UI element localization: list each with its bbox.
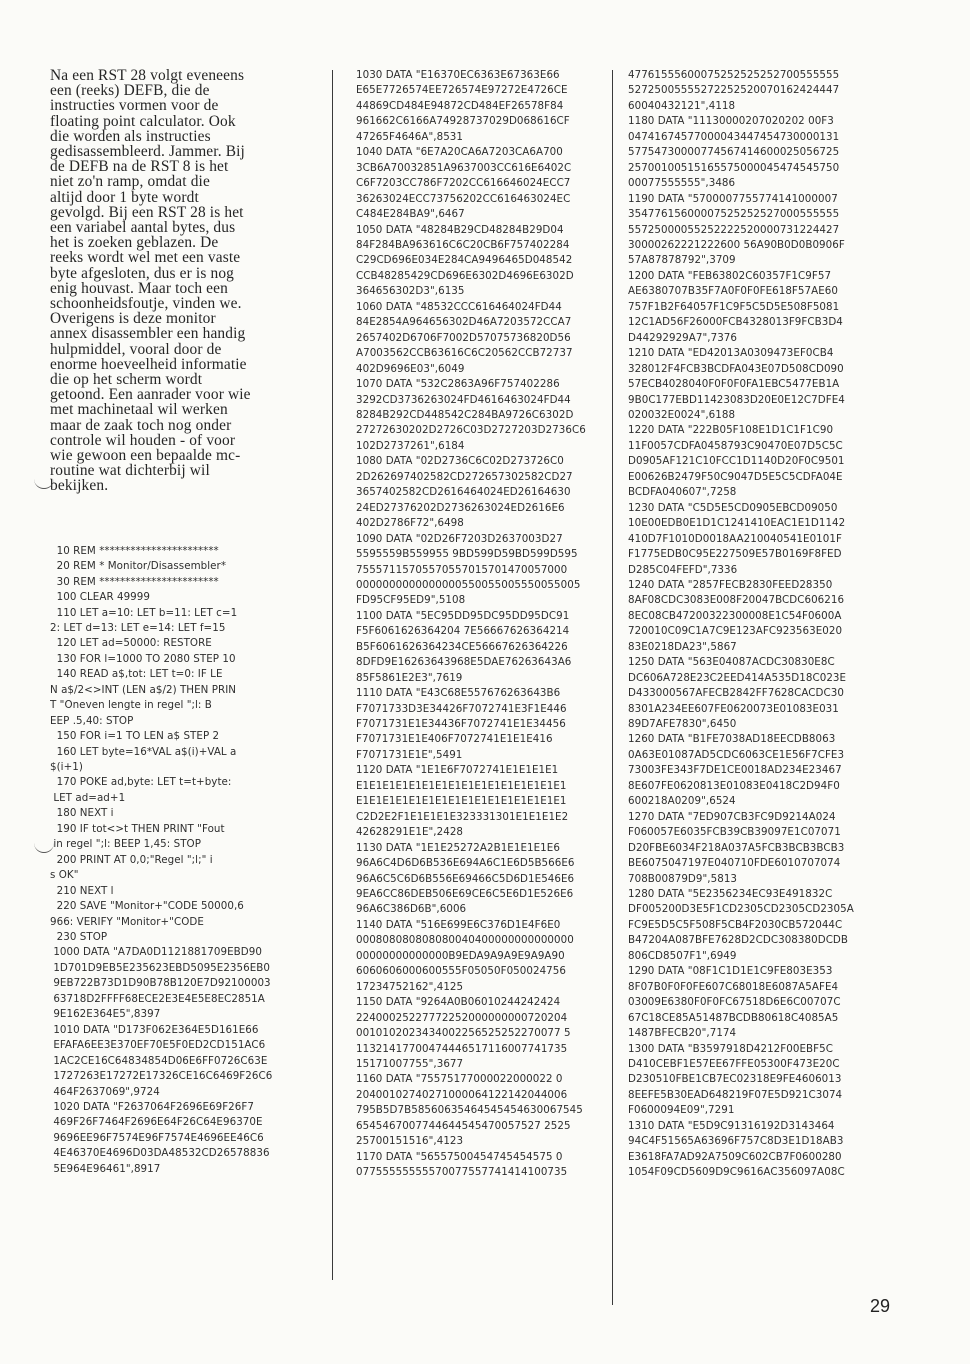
- listing-line: 20400102740271000064122142044006: [356, 1088, 568, 1101]
- listing-line: 170 POKE ad,byte: LET t=t+byte:: [50, 776, 232, 789]
- listing-line: 0000000000000000550055005550055005: [356, 578, 581, 591]
- listing-line: 1300 DATA "B3597918D4212F00EBF5C: [628, 1042, 833, 1055]
- article-line: die op het scherm wordt: [50, 371, 203, 389]
- column-divider: [332, 70, 333, 1280]
- listing-line: 9EB722B73D1D90B78B120E7D92100003: [50, 977, 271, 990]
- listing-line: 410D7F1010D0018AA210040541E0101F: [628, 532, 842, 545]
- listing-line: 12C1AD56F26000FCB4328013F9FCB3D4: [628, 316, 843, 329]
- article-line: routine wat dichterbij wil: [50, 462, 210, 480]
- listing-line: 84E2854A964656302D46A7203572CCA7: [356, 316, 572, 329]
- listing-line: F0600094E09",7291: [628, 1104, 735, 1117]
- listing-line: 364656302D3",6135: [356, 285, 465, 298]
- listing-line: 96A6C5C6D6B556E69466C5D6D1E546E6: [356, 872, 575, 885]
- listing-line: in regel ";l: BEEP 1,45: STOP: [50, 838, 201, 851]
- listing-line: 8EC08CB47200322300008E1C54F0600A: [628, 609, 842, 622]
- listing-line: E1E1E1E1E1E1E1E1E1E1E1E1E1E1E1E1: [356, 779, 567, 792]
- article-line: floating point calculator. Ook: [50, 112, 236, 130]
- listing-line: $(i+1): [50, 761, 83, 774]
- listing-line: 35477615600007525252527000555555: [628, 208, 840, 221]
- listing-line: 55725000055252222520000731224427: [628, 223, 840, 236]
- listing-line: F7071731E1E",5491: [356, 748, 463, 761]
- listing-line: 1070 DATA "532C2863A96F757402286: [356, 378, 560, 391]
- listing-line: 140 READ a$,tot: LET t=0: IF LE: [50, 668, 223, 681]
- listing-line: BCDFA040607",7258: [628, 486, 737, 499]
- article-line: de DEFB na de RST 8 is het: [50, 158, 229, 176]
- listing-line: 3292CD3736263024FD4616463024FD44: [356, 393, 571, 406]
- listing-line: 24ED27376202D2736263024ED2616E6: [356, 501, 565, 514]
- page-number: 29: [870, 1296, 891, 1316]
- listing-line: 1120 DATA "1E1E6F7072741E1E1E1E1: [356, 764, 559, 777]
- listing-line: 1000 DATA "A7DA0D1121881709EBD90: [50, 946, 262, 959]
- article-line: niet zo'n ramp, omdat die: [50, 173, 210, 191]
- listing-line: F060057E6035FCB39CB39097E1C07071: [628, 826, 841, 839]
- listing-line: 2657402D6706F7002D57075736820D56: [356, 331, 571, 344]
- listing-line: 1270 DATA "7ED907CB3FC9D9214A024: [628, 810, 836, 823]
- listing-line: D230510FBE1CB7EC02318E9FE4606013: [628, 1073, 842, 1086]
- listing-line: 1010 DATA "D173F062E364E5D161E66: [50, 1023, 259, 1036]
- listing-line: 720010C09C1A7C9E123AFC923563E020: [628, 625, 843, 638]
- listing-line: 47761555600075252525252700555555: [628, 69, 840, 81]
- listing-line: 07755555555570077557741414100735: [356, 1166, 568, 1179]
- listing-line: EEP .5,40: STOP: [50, 714, 134, 727]
- listing-line: 190 IF tot<>t THEN PRINT "Fout: [50, 822, 225, 835]
- article-line: het is zoeken geblazen. De: [50, 234, 219, 252]
- listing-line: 8E607FE0620813E01083E0418C2D94F0: [628, 779, 840, 792]
- listing-line: BE6075047197E040710FDE6010707074: [628, 857, 841, 870]
- listing-line: 22400025227772252000000000720204: [356, 1011, 568, 1024]
- listing-line: 1200 DATA "FEB63802C60357F1C9F57: [628, 269, 832, 282]
- listing-line: 1020 DATA "F2637064F2696E69F26F7: [50, 1101, 254, 1113]
- listing-line: 2: LET d=13: LET e=14: LET f=15: [50, 621, 226, 634]
- listing-line: 15171007755",3677: [356, 1058, 464, 1070]
- listing-line: 9E162E364E5",8397: [50, 1008, 161, 1021]
- listing-line: 03009E6380F0F0FC67518D6E6C00707C: [628, 996, 841, 1009]
- listing-line: 5595559B559955 9BD599D59BD599D595: [356, 548, 578, 561]
- listing-line: 220 SAVE "Monitor+"CODE 50000,6: [50, 900, 244, 913]
- listing-line: 1110 DATA "E43C68E557676263643B6: [356, 687, 561, 700]
- listing-line: C6F7203CC786F7202CC616646024ECC7: [356, 177, 571, 190]
- listing-line: E1E1E1E1E1E1E1E1E1E1E1E1E1E1E1E1: [356, 795, 567, 808]
- listing-line: 200 PRINT AT 0,0;"Regel ";l;" i: [50, 853, 213, 866]
- listing-line: B47204A087BFE7628D2CDC308380DCDB: [628, 934, 849, 947]
- listing-line: D20FBE6034F218A037A5FCB3BCB3BCB3: [628, 841, 845, 854]
- listing-line: 36263024ECC73756202CC616463024EC: [356, 192, 571, 205]
- listing-line: 708B00879D9",5813: [628, 872, 738, 885]
- listing-line: 600218A0209",6524: [628, 795, 736, 808]
- listing-line: N a$/2<>INT (LEN a$/2) THEN PRIN: [50, 683, 237, 696]
- basic-listing-part-2: [356, 68, 598, 1181]
- listing-line: 11321417700474446517116007741735: [356, 1042, 568, 1055]
- listing-line: 52725005555272252520070162424447: [628, 84, 840, 97]
- listing-line: 25700151516",4123: [356, 1135, 464, 1148]
- listing-line: 9EA6CC86DEB506E69CE6C5E6D1E526E6: [356, 888, 574, 901]
- listing-line: 1D701D9EB5E235623EBD5095E2356EB0: [50, 961, 271, 974]
- article-line: instructies vormen voor de: [50, 97, 219, 115]
- listing-line: 9696EE96F7574E96F7574E4696EE46C6: [50, 1131, 264, 1144]
- listing-line: 1487BFECB20",7174: [628, 1027, 737, 1040]
- listing-line: AE6380707B35F7A0F0F0FE618F57AE60: [628, 285, 838, 298]
- listing-line: 57A87878792",3709: [628, 254, 736, 267]
- listing-line: 1260 DATA "B1FE7038AD18EECDB8063: [628, 733, 836, 746]
- listing-line: 10 REM ***********************: [50, 544, 219, 557]
- listing-line: C29CD696E034E284CA9496465D048542: [356, 254, 573, 267]
- listing-line: 30 REM ***********************: [50, 575, 219, 588]
- listing-line: 120 LET ad=50000: RESTORE: [50, 637, 212, 650]
- article-line: Overigens is deze monitor: [50, 310, 216, 328]
- listing-line: DC606A728E23C2EED414A535D18C023E: [628, 671, 847, 684]
- listing-line: 1310 DATA "E5D9C91316192D3143464: [628, 1119, 835, 1132]
- listing-line: 464F2637069",9724: [50, 1085, 160, 1098]
- article-line: byte afgesloten, dus er is nog: [50, 264, 235, 282]
- listing-line: s OK": [50, 869, 79, 882]
- listing-line: 00077555555",3486: [628, 177, 736, 190]
- listing-line: 89D7AFE7830",6450: [628, 718, 737, 731]
- article-line: bekijken.: [50, 477, 109, 495]
- listing-line: 8301A234EE607FE0620073E01083E031: [628, 702, 839, 715]
- listing-line: 9B0C177EBD11423083D20E0E12C7DFE4: [628, 393, 845, 406]
- listing-line: 1080 DATA "02D2736C6C02D273726C0: [356, 455, 564, 468]
- listing-line: 795B5D7B58560635464545454630067545: [356, 1104, 583, 1117]
- listing-line: 4E46370E4696D03DA48532CD26578836: [50, 1147, 270, 1160]
- listing-line: A7003562CCB63616C6C20562CCB72737: [356, 347, 573, 360]
- listing-line: 180 NEXT i: [50, 807, 114, 820]
- article-text: [50, 68, 310, 494]
- listing-line: 57754730000774567414600025056725: [628, 146, 840, 159]
- article-line: Na een RST 28 volgt eveneens: [50, 68, 245, 84]
- listing-line: 806CD8507F1",6949: [628, 949, 737, 962]
- listing-line: 94C4F51565A63696F757C8D3E1D18AB3: [628, 1135, 844, 1148]
- listing-line: 1230 DATA "C5D5E5CD0905EBCD09050: [628, 501, 838, 514]
- listing-line: 469F26F7464F2696E64F26C64E96370E: [50, 1116, 263, 1129]
- listing-line: 75557115705570557015701470057000: [356, 563, 568, 576]
- listing-line: DF005200D3E5F1CD2305CD2305CD2305A: [628, 903, 854, 916]
- listing-line: 73003FE343F7DE1CE0018AD234E23467: [628, 764, 842, 777]
- listing-line: 3CB6A70032851A9637003CC616E6402C: [356, 161, 572, 174]
- listing-line: 1150 DATA "9264A0B06010244242424: [356, 996, 561, 1009]
- listing-line: 130 FOR l=1000 TO 2080 STEP 10: [50, 652, 236, 665]
- listing-line: 3657402582CD2616464024ED26164630: [356, 486, 571, 499]
- listing-line: 8DFD9E16263643968E5DAE76263643A6: [356, 656, 572, 669]
- listing-line: 42628291E1E",2428: [356, 826, 464, 839]
- article-line: getoond. Een aanrader voor wie: [50, 386, 251, 404]
- listing-line: EFAFA6EE3E370EF70E5F0ED2CD151AC6: [50, 1039, 266, 1052]
- listing-line: 83E0218DA23",5867: [628, 640, 737, 653]
- listing-line: D433000567AFECB2842FF7628CACDC30: [628, 687, 844, 700]
- listing-line: D285C04FEFD",7336: [628, 563, 738, 576]
- listing-line: 230 STOP: [50, 931, 108, 944]
- listing-line: 0A63E01087AD5CDC6063CE1E56F7CFE3: [628, 748, 845, 761]
- listing-line: 00000000000000B9EDA9A9A9E9A9A90: [356, 949, 565, 962]
- listing-line: FD95CF95ED9",5108: [356, 594, 466, 607]
- article-line: reeks wordt wel met een vaste: [50, 249, 241, 267]
- listing-line: 1180 DATA "11130000207020202 00F3: [628, 115, 834, 128]
- article-line: maar de zaak toch nog onder: [50, 416, 232, 434]
- listing-line: 961662C6166A74928737029D068616CF: [356, 115, 570, 128]
- article-line: enorme hoeveelheid informatie: [50, 355, 247, 373]
- listing-line: 1130 DATA "1E1E25272A2B1E1E1E1E6: [356, 841, 560, 854]
- listing-line: 57ECB4028040F0F0F0FA1EBC5477EB1A: [628, 378, 840, 391]
- article-line: gedisassembleerd. Jammer. Bij: [50, 143, 245, 161]
- listing-line: 1AC2CE16C64834854D06E6FF0726C63E: [50, 1054, 268, 1067]
- listing-line: 17234752162",4125: [356, 980, 464, 993]
- listing-line: 8AF08CDC3083E008F20047BCDC606216: [628, 594, 845, 607]
- listing-line: 1040 DATA "6E7A20CA6A7203CA6A700: [356, 146, 563, 159]
- listing-line: 96A6C386D6B",6006: [356, 903, 467, 916]
- listing-line: F7071733D3E34426F7072741E3F1E446: [356, 702, 567, 715]
- listing-line: 160 LET byte=16*VAL a$(i)+VAL a: [50, 745, 237, 758]
- listing-line: 1030 DATA "E16370EC6363E67363E66: [356, 69, 560, 81]
- article-line: schoonheidsfoutje, vinden we.: [50, 295, 242, 313]
- basic-listing-part-1: [50, 544, 310, 1178]
- article-line: een (reeks) DEFB, die de: [50, 82, 210, 100]
- listing-line: 96A6C4D6D6B536E694A6C1E6D5B566E6: [356, 857, 575, 870]
- listing-line: 30000262221222600 56A90B0D0B0906F: [628, 238, 845, 251]
- listing-line: 1280 DATA "5E2356234EC93E491832C: [628, 888, 833, 901]
- listing-line: 210 NEXT l: [50, 884, 114, 897]
- listing-line: 63718D2FFFF68ECE2E3E4E5E8EC2851A: [50, 992, 265, 1005]
- listing-line: F1775EDB0C95E227509E57B0169F8FED: [628, 548, 842, 561]
- listing-line: 44869CD484E94872CD484EF26578F84: [356, 99, 564, 112]
- article-line: met machinetaal wil werken: [50, 401, 228, 419]
- article-column: [50, 68, 310, 1177]
- listing-line: 85F5861E2E3",7619: [356, 671, 463, 684]
- listing-line: 1290 DATA "08F1C1D1E1C9FE803E353: [628, 965, 833, 978]
- listing-line: CCB48285429CD696E6302D4696E6302D: [356, 269, 574, 282]
- article-line: annex disassembler een handig: [50, 325, 246, 343]
- listing-line: 150 FOR i=1 TO LEN a$ STEP 2: [50, 730, 220, 743]
- listing-line: 2D262697402582CD272657302582CD27: [356, 470, 573, 483]
- listing-line: 1160 DATA "75575177000022000022 0: [356, 1073, 563, 1086]
- listing-line: 60040432121",4118: [628, 99, 736, 112]
- listing-line: FC9E5D5C5F508F5CB4F2030CB572044C: [628, 918, 843, 931]
- listing-line: 27272630202D2726C03D2727203D2736C6: [356, 424, 586, 437]
- listing-line: 1060 DATA "48532CCC616464024FD44: [356, 300, 562, 313]
- listing-line: 5E964E96461",8917: [50, 1162, 161, 1175]
- basic-listing-part-3: [628, 68, 878, 1181]
- listing-line: D44292929A7",7376: [628, 331, 737, 344]
- listing-line: 1727263E17272E17326CE16C6469F26C6: [50, 1070, 273, 1083]
- listing-line: 966: VERIFY "Monitor+"CODE: [50, 915, 204, 928]
- listing-line: B5F6061626364234CE56667626364226: [356, 640, 568, 653]
- listing-line: E3618FA7AD92A7509C602CB7F0600280: [628, 1150, 842, 1163]
- article-line: die worden als instructies: [50, 127, 211, 145]
- listing-line: 8F07B0F0F0FE607C68018E6087A5AFE4: [628, 980, 839, 993]
- listing-line: 1054F09CD5609D9C9616AC356097A08C: [628, 1166, 845, 1179]
- listing-line: D410CEBF1E57EE67FFE05300F473E20C: [628, 1058, 840, 1070]
- listing-line: C2D2E2F1E1E1E1E323331301E1E1E1E2: [356, 810, 569, 823]
- listing-line: 1170 DATA "56557500454745454575 0: [356, 1150, 563, 1163]
- listing-line: LET ad=ad+1: [50, 791, 126, 804]
- article-line: hulpmiddel, vooral door de: [50, 340, 222, 358]
- listing-line: 020032E0024",6188: [628, 408, 736, 421]
- listing-line: 0010102023434002256525252270077 5: [356, 1027, 571, 1040]
- listing-line: E65E7726574EE726574E97272E4726CE: [356, 84, 568, 97]
- listing-line: F5F6061626364204 7E56667626364214: [356, 625, 570, 638]
- listing-line: 100 CLEAR 49999: [50, 591, 150, 604]
- listing-line: 1210 DATA "ED42013A0309473EF0CB4: [628, 347, 834, 360]
- listing-line: 6545467007744644545470057527 2525: [356, 1119, 571, 1132]
- column-divider: [612, 70, 613, 1305]
- listing-line: F7071731E1E34436F7072741E1E34456: [356, 718, 566, 731]
- listing-line: 47265F4646A",8531: [356, 130, 463, 143]
- article-line: een variabel aantal bytes, dus: [50, 219, 236, 237]
- listing-line: 1050 DATA "48284B29CD48284B29D04: [356, 223, 564, 236]
- listing-line: 402D9696E03",6049: [356, 362, 465, 375]
- listing-line: 110 LET a=10: LET b=11: LET c=1: [50, 606, 238, 619]
- listing-line: 328012F4FCB3BCDFA043E07D508CD090: [628, 362, 844, 375]
- listing-line: C484E284BA9",6467: [356, 208, 465, 221]
- listing-line: E00626B2479F50C9047D5E5C5CDFA04E: [628, 470, 843, 483]
- listing-line: 1140 DATA "516E699E6C376D1E4F6E0: [356, 918, 561, 931]
- article-line: gevolgd. Bij een RST 28 is het: [50, 203, 244, 221]
- article-line: altijd door 1 byte wordt: [50, 188, 199, 206]
- listing-line: F7071731E1E406F7072741E1E1E416: [356, 733, 553, 746]
- listing-line: 25700100515165575000045474545750: [628, 161, 840, 174]
- article-line: wie gewoon een bepaalde mc-: [50, 447, 241, 465]
- listing-line: 11F0057CDFA0458793C90470E07D5C5C: [628, 439, 843, 452]
- listing-line: 1090 DATA "02D26F7203D2637003D27: [356, 532, 563, 545]
- listing-line: 102D2737261",6184: [356, 439, 465, 452]
- listing-line: 84F284BA963616C6C20CB6F757402284: [356, 238, 570, 251]
- listing-line: 20 REM * Monitor/Disassembler*: [50, 560, 227, 573]
- listing-line: 757F1B2F64057F1C9F5C5D5E508F5081: [628, 300, 840, 313]
- listing-line: T "Oneven lengte in regel ";l: B: [50, 699, 212, 712]
- listing-line: 1240 DATA "2857FECB2830FEED28350: [628, 578, 833, 591]
- article-line: enig houvast. Maar toch een: [50, 279, 228, 297]
- listing-line: 1220 DATA "222B05F108E1D1C1F1C90: [628, 424, 834, 437]
- listing-line: 000808080808080040400000000000000: [356, 934, 574, 947]
- listing-line: 04741674577000043447454730000131: [628, 130, 840, 143]
- listing-line: 402D2786F72",6498: [356, 517, 464, 530]
- listing-line: 67C18CE85A51487BCDB80618C4085A5: [628, 1011, 839, 1024]
- listing-line: 1250 DATA "563E04087ACDC30830E8C: [628, 656, 835, 669]
- listing-line: 1100 DATA "5EC95DD95DC95DD95DC91: [356, 609, 570, 622]
- listing-line: 1190 DATA "5700007755774141000007: [628, 192, 838, 205]
- listing-line: 8EEFE5B30EAD648219F07E5D921C3074: [628, 1088, 843, 1101]
- listing-line: D0905AF121C10FCC1D1140D20F0C9501: [628, 455, 845, 468]
- listing-line: 8284B292CD448542C284BA9726C6302D: [356, 408, 574, 421]
- listing-line: 6060606000600555F05050F050024756: [356, 965, 566, 978]
- listing-line: 10E00EDB0E1D1C1241410EAC1E1D1142: [628, 517, 846, 530]
- article-line: controle wil houden - of voor: [50, 431, 236, 449]
